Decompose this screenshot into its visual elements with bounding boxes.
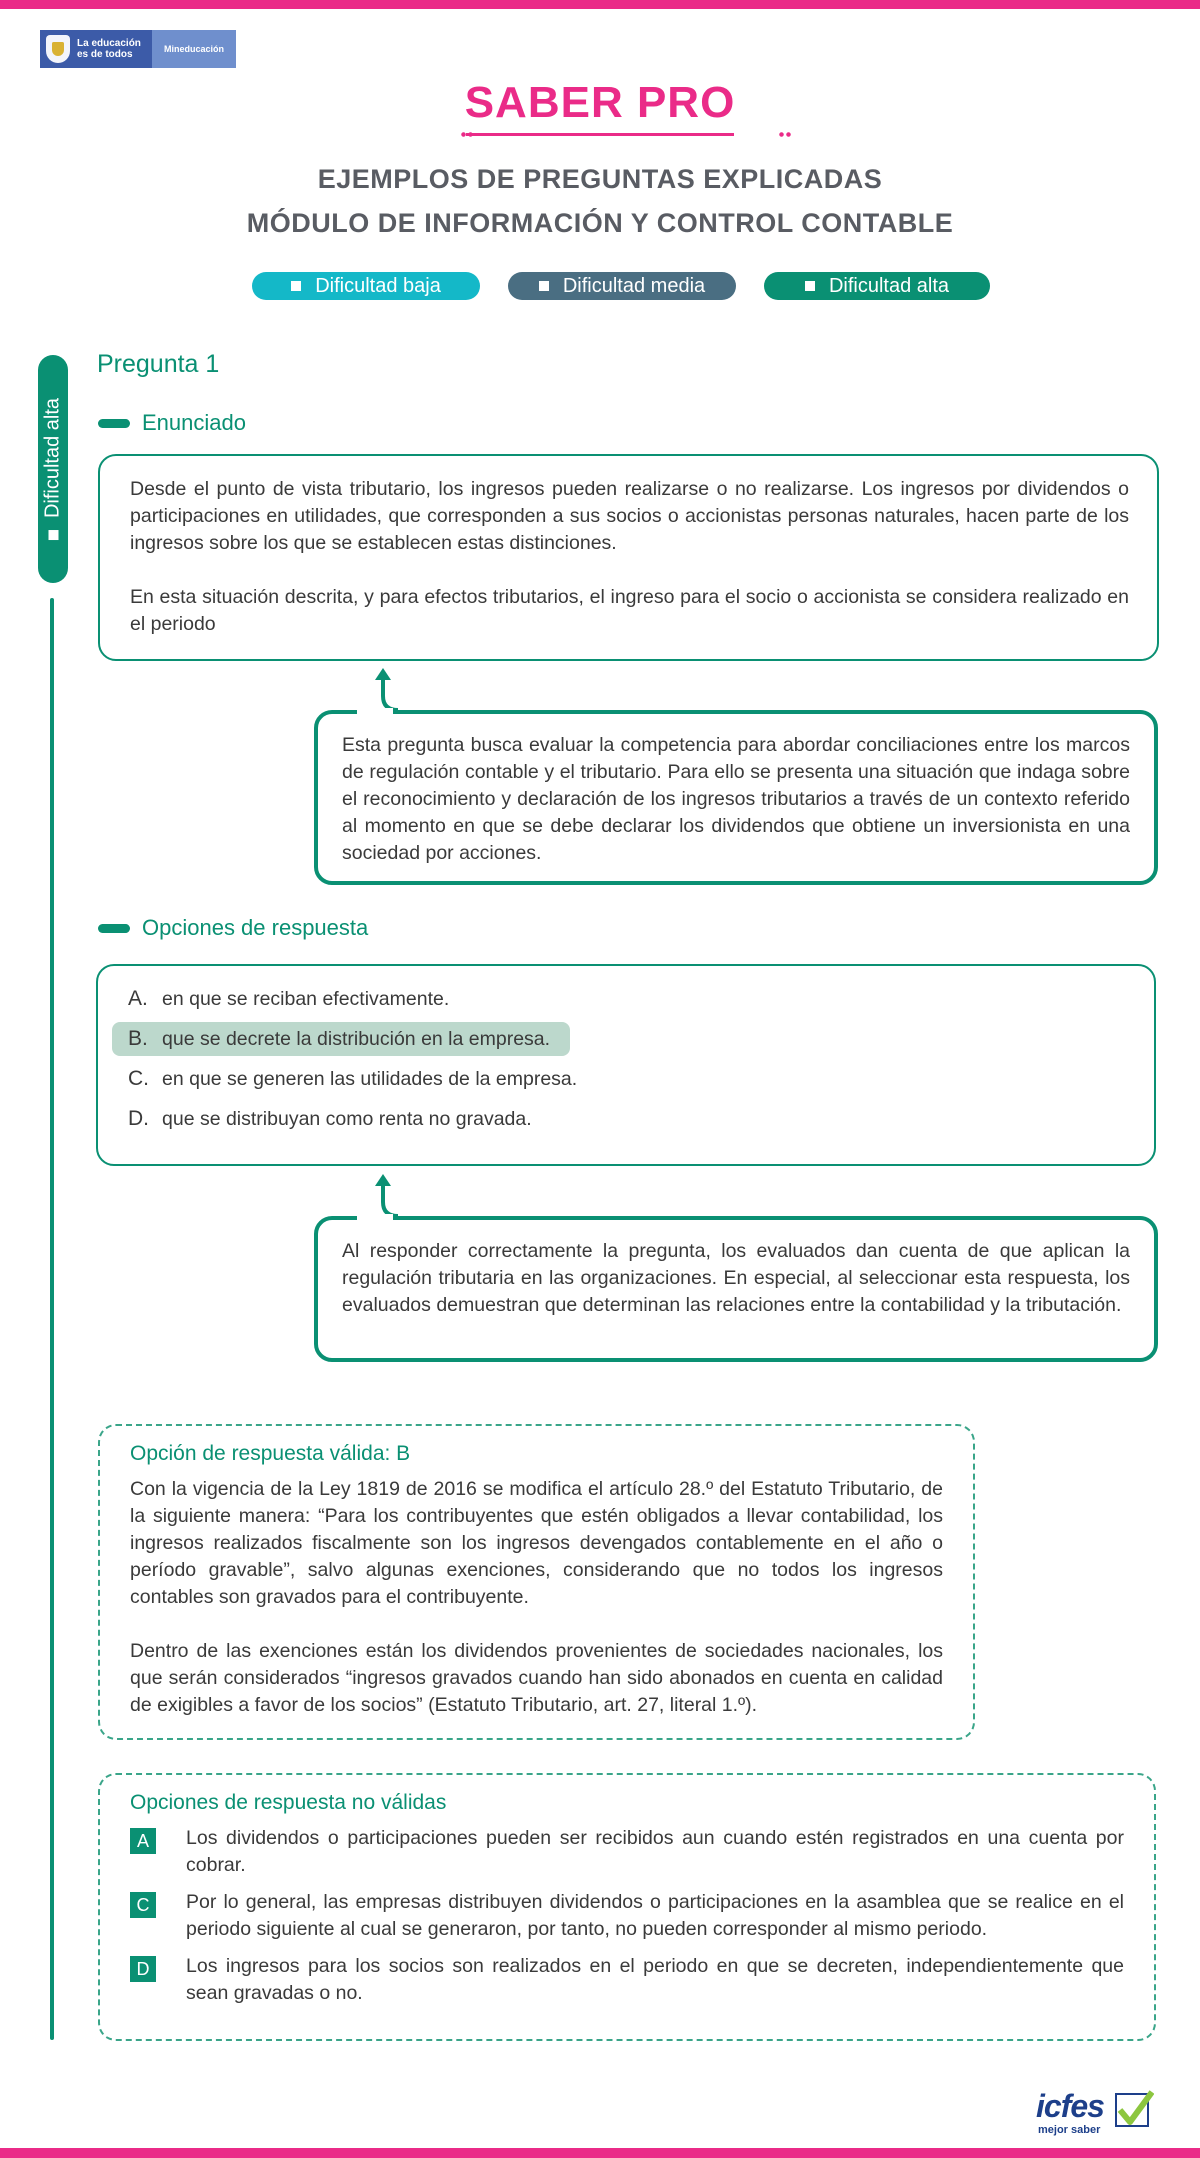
government-logo [40,30,236,68]
option-letter: D. [128,1107,149,1130]
invalid-letter-badge: A [130,1828,156,1854]
option-a[interactable] [112,982,469,1016]
enunciado-paragraph-1: Desde el punto de vista tributario, los ingresos pueden realizarse o no realizarse. Los ingresos por dividendos o participaciones en utilidades, que corresponden a sus socios o accionistas personas naturales, hacen parte de los ingresos sobre los que se establecen estas distinciones. [130,478,1129,554]
pill-difficulty-low [252,272,480,300]
options-box [96,964,1156,1166]
icfes-logo [1034,2088,1158,2136]
heading-bar-icon [98,924,130,933]
option-text: en que se generen las utilidades de la empresa. [162,1067,578,1090]
enunciado-label: Enunciado [142,410,246,435]
invalid-item-d [130,1953,1124,2007]
option-d[interactable] [112,1102,552,1136]
square-bullet-icon [805,281,815,291]
invalid-answers-box [98,1773,1156,2041]
explanation-text-competence: Esta pregunta busca evaluar la competencia para abordar conciliaciones entre los marcos de regulación contable y el tributario. Para ello se presenta una situación que indaga sobre el reconocimiento y declaración de los ingresos tributarios a través de un contexto referido al momento en que se debe declarar los dividendos que obtiene un inversionista en una sociedad por acciones. [342,734,1130,864]
box-notch [357,1214,393,1224]
option-letter: C. [128,1067,149,1090]
explanation-box-answer [314,1216,1158,1362]
coat-of-arms-icon [46,35,70,63]
options-heading [98,915,368,941]
pill-label: Dificultad media [562,274,706,297]
checkmark-icon [1114,2090,1154,2130]
pill-difficulty-medium [508,272,736,300]
ministry-label: Mineducación [152,30,236,68]
explanation-box-competence [314,710,1158,885]
title-underline [466,133,734,136]
side-difficulty-label: Dificultad alta [41,397,64,519]
options-label: Opciones de respuesta [142,915,369,940]
subtitle-module: MÓDULO DE INFORMACIÓN Y CONTROL CONTABLE [246,208,954,238]
invalid-item-text: Los dividendos o participaciones pueden ser recibidos aun cuando estén registrados en una cuenta por cobrar. [186,1827,1124,1876]
option-text: en que se reciban efectivamente. [162,987,450,1010]
option-b-selected[interactable] [112,1022,570,1056]
title-dots-right [778,132,792,137]
invalid-item-text: Por lo general, las empresas distribuyen dividendos o participaciones en la asamblea que se realice en el periodo siguiente al cual se generaron, por tanto, no pueden corresponder al mismo periodo. [186,1891,1124,1940]
logo-line-1: La educación [77,38,141,49]
pill-label: Dificultad alta [828,274,950,297]
square-bullet-icon [291,281,301,291]
explanation-text-answer: Al responder correctamente la pregunta, los evaluados dan cuenta de que aplican la regulación tributaria en las organizaciones. En especial, al seleccionar esta respuesta, los evaluados demuestran que determinan las relaciones entre la contabilidad y la tributación. [342,1240,1130,1316]
square-bullet-icon [539,281,549,291]
option-c[interactable] [112,1062,597,1096]
square-bullet-icon [48,530,58,540]
logo-left-panel [40,30,152,68]
invalid-item-a [130,1825,1124,1879]
valid-answer-paragraph-2: Dentro de las exenciones están los dividendos provenientes de sociedades nacionales, los que serán considerados “ingresos gravados cuando han sido abonados en cuenta en calidad de exigibles a favor de los socios” (Estatuto Tributario, art. 27, literal 1.º). [130,1640,943,1716]
valid-answer-paragraph-1: Con la vigencia de la Ley 1819 de 2016 se modifica el artículo 28.º del Estatuto Tributario, de la siguiente manera: “Para los contribuyentes que estén obligados a llevar contabilidad, los ingresos realizados fiscalmente son los ingresos devengados contablemente en el año o período gravable”, salvo algunas exenciones, considerando que no todos los ingresos contables son gravados para el contribuyente. [130,1478,943,1608]
question-title: Pregunta 1 [97,350,220,378]
valid-answer-title: Opción de respuesta válida: B [130,1442,411,1465]
side-vertical-line [50,598,54,2040]
heading-bar-icon [98,419,130,428]
page-title: SABER PRO [464,78,736,127]
pill-label: Dificultad baja [315,274,441,297]
invalid-item-text: Los ingresos para los socios son realizados en el periodo en que se decreten, independientemente que sean gravadas o no. [186,1955,1124,2004]
icfes-wordmark: icfes [1036,2088,1104,2124]
option-letter: B. [128,1027,148,1050]
option-text: que se distribuyan como renta no gravada. [162,1107,532,1130]
side-difficulty-text [42,398,65,540]
enunciado-box [98,454,1159,661]
icfes-tagline: mejor saber [1038,2124,1101,2136]
invalid-answers-title: Opciones de respuesta no válidas [130,1791,447,1814]
option-text: que se decrete la distribución en la empresa. [162,1027,551,1050]
invalid-letter-badge: D [130,1956,156,1982]
invalid-letter-badge: C [130,1892,156,1918]
pill-difficulty-high [764,272,990,300]
invalid-item-c [130,1889,1124,1943]
valid-answer-box [98,1424,975,1740]
subtitle-examples: EJEMPLOS DE PREGUNTAS EXPLICADAS [317,164,883,194]
difficulty-legend [252,272,990,300]
side-difficulty-tab [38,355,68,583]
enunciado-paragraph-2: En esta situación descrita, y para efectos tributarios, el ingreso para el socio o accionista se considera realizado en el periodo [130,586,1129,635]
box-notch [357,708,393,718]
logo-text [77,38,141,60]
option-letter: A. [128,987,148,1010]
bottom-accent-bar [0,2148,1200,2158]
top-accent-bar [0,0,1200,9]
logo-line-2: es de todos [77,49,133,60]
enunciado-heading [98,410,246,436]
